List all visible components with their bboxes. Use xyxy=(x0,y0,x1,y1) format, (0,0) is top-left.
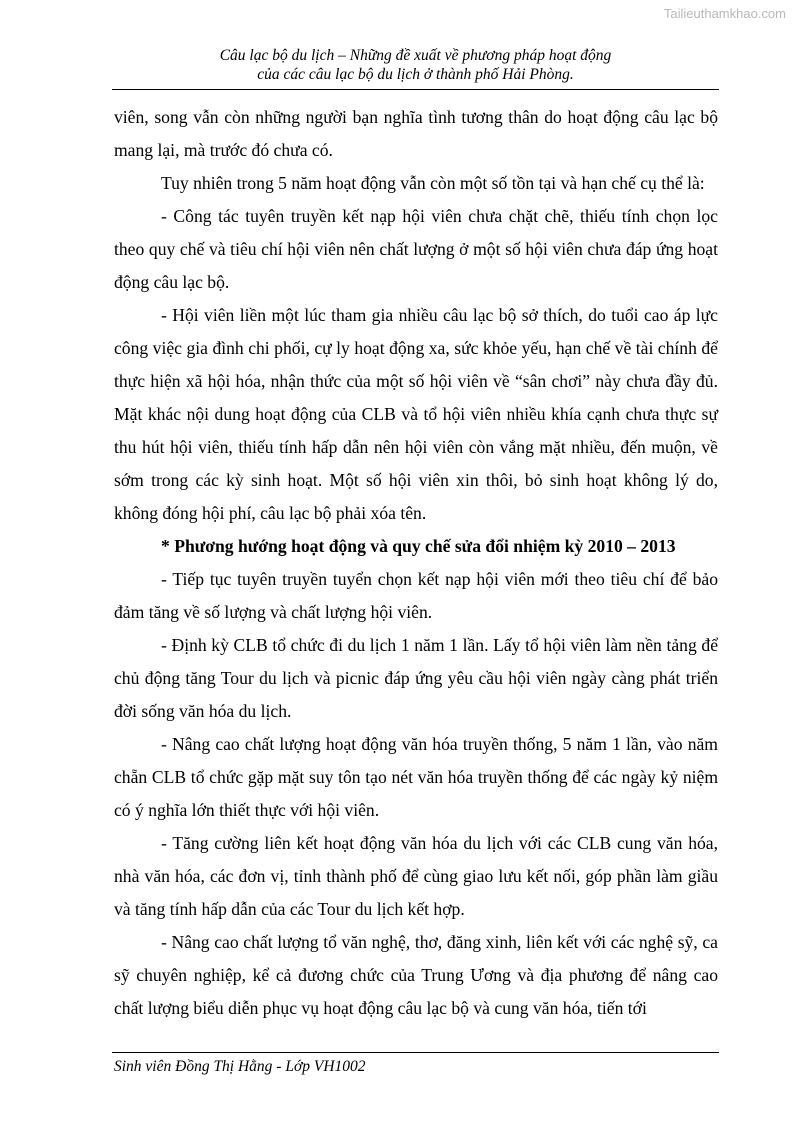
page-footer: Sinh viên Đồng Thị Hằng - Lớp VH1002 xyxy=(114,1058,366,1075)
paragraph: - Tăng cường liên kết hoạt động văn hóa du lịch với các CLB cung văn hóa, nhà văn hóa, các đơn vị, tỉnh thành phố để cùng giao lưu kết nối, góp phần làm giầu và tăng tính hấp dẫn của các Tour du lịch kết hợp. xyxy=(114,833,718,919)
paragraph: - Nâng cao chất lượng tổ văn nghệ, thơ, đăng xinh, liên kết với các nghệ sỹ, ca sỹ chuyên nghiệp, kể cả đương chức của Trung Ương và địa phương để nâng cao chất lượng biểu diễn phục vụ hoạt động câu lạc bộ và cung văn hóa, tiến tới xyxy=(114,932,718,1018)
header-line-2: của các câu lạc bộ du lịch ở thành phố Hải Phòng. xyxy=(257,66,574,83)
paragraph: Tuy nhiên trong 5 năm hoạt động vẫn còn một số tồn tại và hạn chế cụ thể là: xyxy=(161,173,705,193)
footer-divider xyxy=(112,1052,719,1053)
paragraph: viên, song vẫn còn những người bạn nghĩa tình tương thân do hoạt động câu lạc bộ mang lại, mà trước đó chưa có. xyxy=(114,107,718,160)
watermark-text: Tailieuthamkhao.com xyxy=(663,6,786,21)
paragraph: - Hội viên liền một lúc tham gia nhiều câu lạc bộ sở thích, do tuổi cao áp lực công việc gia đình chi phối, cự ly hoạt động xa, sức khỏe yếu, hạn chế về tài chính để thực hiện xã hội hóa, nhận thức của một số hội viên về “sân chơi” này chưa đầy đủ. Mặt khác nội dung hoạt động của CLB và tổ hội viên nhiều khía cạnh chưa thực sự thu hút hội viên, thiếu tính hấp dẫn nên hội viên còn vắng mặt nhiều, đến muộn, về sớm trong các kỳ sinh hoạt. Một số hội viên xin thôi, bỏ sinh hoạt không lý do, không đóng hội phí, câu lạc bộ phải xóa tên. xyxy=(114,305,718,523)
paragraph: - Công tác tuyên truyền kết nạp hội viên chưa chặt chẽ, thiếu tính chọn lọc theo quy chế và tiêu chí hội viên nên chất lượng ở một số hội viên chưa đáp ứng hoạt động câu lạc bộ. xyxy=(114,206,718,292)
header-line-1: Câu lạc bộ du lịch – Những đề xuất về phương pháp hoạt động xyxy=(219,47,612,64)
section-heading: * Phương hướng hoạt động và quy chế sửa đổi nhiệm kỳ 2010 – 2013 xyxy=(161,536,676,556)
header-divider xyxy=(112,89,719,90)
paragraph: - Nâng cao chất lượng hoạt động văn hóa truyền thống, 5 năm 1 lần, vào năm chẵn CLB tổ chức gặp mặt suy tôn tạo nét văn hóa truyền thống để các ngày kỷ niệm có ý nghĩa lớn thiết thực với hội viên. xyxy=(114,734,718,820)
paragraph: - Tiếp tục tuyên truyền tuyển chọn kết nạp hội viên mới theo tiêu chí để bảo đảm tăng về số lượng và chất lượng hội viên. xyxy=(114,569,718,622)
page-header xyxy=(112,46,719,84)
paragraph: - Định kỳ CLB tổ chức đi du lịch 1 năm 1 lần. Lấy tổ hội viên làm nền tảng để chủ động tăng Tour du lịch và picnic đáp ứng yêu cầu hội viên ngày càng phát triển đời sống văn hóa du lịch. xyxy=(114,635,718,721)
document-body xyxy=(114,101,718,1025)
